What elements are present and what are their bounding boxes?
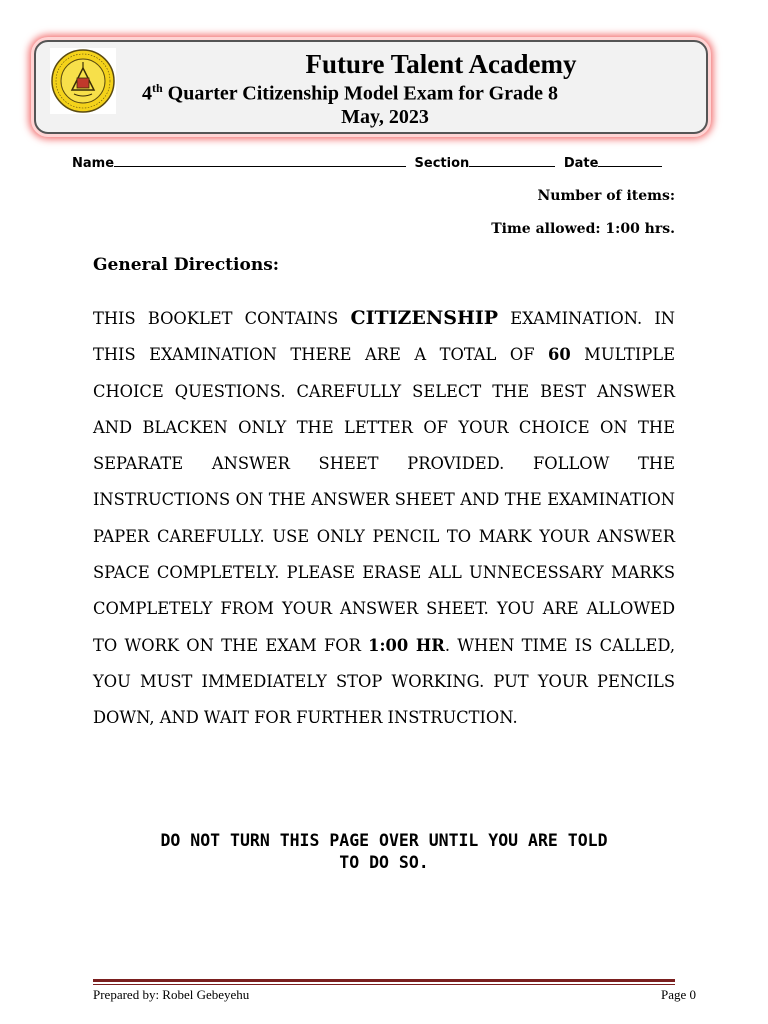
name-field[interactable] xyxy=(114,154,406,167)
exam-header xyxy=(34,40,708,134)
time-allowed: Time allowed: 1:00 hrs. xyxy=(491,221,675,237)
prepared-by: Prepared by: Robel Gebeyehu xyxy=(93,987,250,1002)
footer-divider-thin xyxy=(93,984,675,985)
directions-heading: General Directions: xyxy=(93,255,280,275)
exam-duration: 1:00 HR xyxy=(368,635,445,655)
school-name: Future Talent Academy xyxy=(305,49,577,79)
date-label: Date xyxy=(563,156,599,171)
section-label: Section xyxy=(414,156,470,171)
warning-notice: DO NOT TURN THIS PAGE OVER UNTIL YOU ARE TOLD TO DO SO. xyxy=(160,831,608,872)
directions-text: THIS BOOKLET CONTAINS CITIZENSHIP EXAMINATION. IN THIS EXAMINATION THERE ARE A TOTAL OF 60 MULTIPLE CHOICE QUESTIONS. CAREFULLY SELECT THE BEST ANSWER AND BLACKEN ONLY THE LETTER OF YOUR CHOICE ON THE SEPARATE ANSWER SHEET PROVIDED. FOLLOW THE INSTRUCTIONS ON THE ANSWER SHEET AND THE EXAMINATION PAPER CAREFULLY. USE ONLY PENCIL TO MARK YOUR ANSWER SPACE COMPLETELY. PLEASE ERASE ALL UNNECESSARY MARKS COMPLETELY FROM YOUR ANSWER SHEET. YOU ARE ALLOWED TO WORK ON THE EXAM FOR 1:00 HR. WHEN TIME IS CALLED, YOU MUST IMMEDIATELY STOP WORKING. PUT YOUR PENCILS DOWN, AND WAIT FOR FURTHER INSTRUCTION. xyxy=(93,307,676,728)
subject-name: CITIZENSHIP xyxy=(350,307,499,329)
footer-divider xyxy=(93,979,675,982)
name-label: Name xyxy=(72,156,115,171)
question-count: 60 xyxy=(548,345,571,365)
page-number: Page 0 xyxy=(660,987,696,1002)
section-field[interactable] xyxy=(469,154,555,167)
student-info-fields xyxy=(72,154,676,171)
exam-title: 4th Quarter Citizenship Model Exam for Grade 8 xyxy=(142,81,559,105)
date-field[interactable] xyxy=(598,154,662,167)
exam-date: May, 2023 xyxy=(341,106,429,128)
number-of-items: Number of items: xyxy=(537,188,675,204)
